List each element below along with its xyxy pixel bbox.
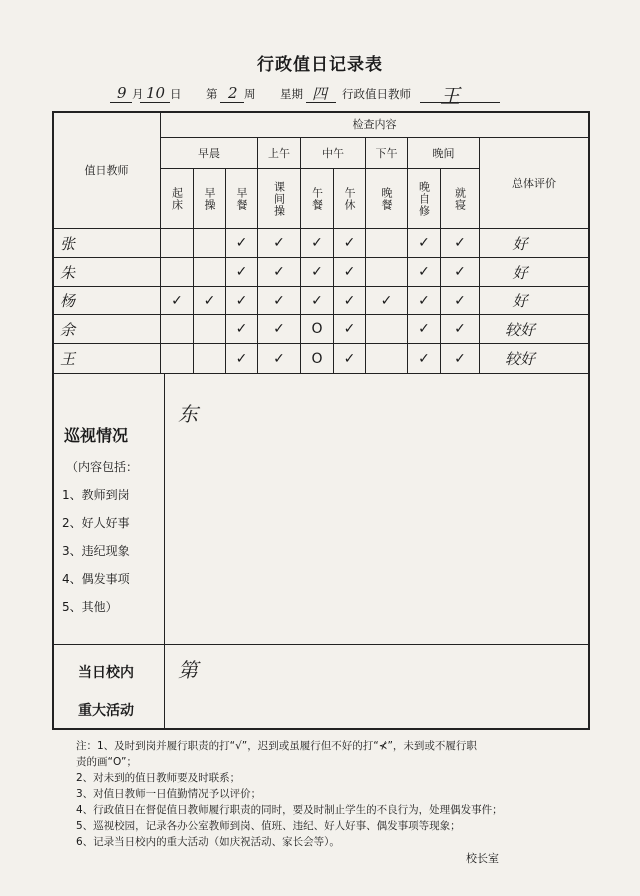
- check-mark: ✓: [273, 235, 285, 251]
- note-line: 6、记录当日校内的重大活动（如庆祝活动、家长会等）。: [76, 836, 340, 848]
- check-mark: ✓: [203, 292, 216, 309]
- check-mark: ✓: [343, 235, 356, 251]
- absent-mark: O: [311, 350, 323, 367]
- activity-content: 第: [178, 658, 198, 682]
- note-line: 责的画“O”；: [76, 756, 137, 768]
- patrol-subtitle: （内容包括：: [66, 460, 139, 474]
- notes: [76, 738, 596, 850]
- check-mark: ✓: [454, 321, 466, 337]
- check-mark: ✓: [418, 350, 430, 367]
- check-mark: ✓: [235, 264, 248, 280]
- item-header: 早餐: [235, 186, 248, 211]
- note-line: 2、对未到的值日教师要及时联系；: [76, 772, 241, 784]
- item-header: 早操: [203, 186, 216, 211]
- group-forenoon: 上午: [268, 146, 290, 160]
- month-unit: 月: [132, 87, 144, 101]
- week-value: 2: [228, 84, 238, 102]
- patrol-item: 5、其他）: [62, 600, 118, 614]
- check-mark: ✓: [235, 321, 248, 337]
- teacher-name: 王: [60, 350, 76, 368]
- check-mark: ✓: [273, 264, 285, 280]
- patrol-item: 2、好人好事: [62, 516, 130, 530]
- check-mark: ✓: [343, 264, 356, 280]
- check-mark: ✓: [235, 350, 248, 367]
- month-value: 9: [117, 84, 127, 102]
- weekday-value: 四: [312, 85, 328, 103]
- check-content-header: 检查内容: [352, 118, 397, 131]
- overall-rating: 较好: [504, 350, 535, 368]
- item-header: 晚自修: [417, 180, 431, 217]
- day-unit: 日: [170, 87, 182, 101]
- item-header: 起床: [170, 186, 184, 211]
- week-underline: [220, 86, 244, 103]
- week-suffix: 周: [244, 87, 256, 101]
- check-mark: ✓: [454, 350, 466, 367]
- overall-rating: 较好: [504, 321, 535, 339]
- patrol-item: 4、偶发事项: [62, 572, 130, 586]
- patrol-item: 1、教师到岗: [62, 488, 130, 502]
- activity-label-line1: 当日校内: [78, 665, 134, 681]
- check-mark: ✓: [454, 292, 466, 309]
- item-header: 就寝: [453, 186, 467, 211]
- weekday-underline: [306, 86, 336, 103]
- patrol-title: 巡视情况: [64, 426, 129, 445]
- check-mark: ✓: [343, 292, 356, 309]
- teacher-name: 张: [60, 235, 76, 253]
- item-header: 午休: [343, 186, 356, 211]
- note-line: 3、对值日教师一日值勤情况予以评价；: [76, 788, 262, 800]
- check-mark: ✓: [418, 321, 430, 337]
- form-title: 行政值日记录表: [257, 55, 383, 75]
- teacher-column-header: 值日教师: [84, 163, 129, 177]
- week-prefix: 第: [206, 87, 218, 101]
- note-line: 注：1、及时到岗并履行职责的打“√”，迟到或虽履行但不好的打“⊀”，未到或不履行职: [76, 740, 477, 752]
- admin-label: 行政值日教师: [342, 87, 411, 101]
- check-mark: ✓: [273, 321, 285, 337]
- check-mark: ✓: [273, 292, 285, 309]
- footer-office: 校长室: [466, 852, 499, 865]
- check-mark: ✓: [418, 235, 430, 251]
- group-morning: 早晨: [198, 146, 220, 160]
- check-mark: ✓: [454, 264, 466, 280]
- overall-rating: 好: [512, 264, 528, 282]
- item-header: 晚餐: [380, 186, 393, 211]
- teacher-name: 余: [60, 321, 76, 339]
- item-header: 午餐: [310, 186, 324, 211]
- teacher-name: 朱: [60, 264, 76, 282]
- check-mark: ✓: [311, 292, 323, 309]
- check-mark: ✓: [311, 235, 323, 251]
- activity-label-line2: 重大活动: [78, 703, 134, 719]
- group-noon: 中午: [322, 146, 344, 160]
- note-line: 5、巡视校园，记录各办公室教师到岗、值班、违纪、好人好事、偶发事项等现象；: [76, 820, 461, 832]
- teacher-name: 杨: [60, 292, 76, 310]
- overall-rating: 好: [512, 292, 528, 310]
- check-mark: ✓: [418, 264, 430, 280]
- day-value: 10: [146, 84, 166, 102]
- check-mark: ✓: [311, 264, 323, 280]
- check-mark: ✓: [343, 321, 356, 337]
- day-underline: [140, 86, 170, 103]
- group-evening: 晚间: [432, 146, 455, 160]
- check-mark: ✓: [235, 235, 248, 251]
- overall-rating: 好: [512, 235, 528, 253]
- check-mark: ✓: [454, 235, 466, 251]
- admin-signature: 王: [440, 84, 460, 108]
- month-underline: [110, 86, 132, 103]
- note-line: 4、行政值日在督促值日教师履行职责的同时，要及时制止学生的不良行为，处理偶发事件；: [76, 804, 503, 816]
- admin-underline: [420, 86, 500, 103]
- overall-column-header: 总体评价: [512, 176, 556, 190]
- check-mark: ✓: [171, 292, 183, 309]
- check-mark: ✓: [343, 350, 356, 367]
- item-header: 课间操: [272, 180, 286, 217]
- weekday-label: 星期: [280, 87, 303, 101]
- check-mark: ✓: [273, 350, 285, 367]
- group-afternoon: 下午: [375, 146, 398, 160]
- absent-mark: O: [311, 321, 323, 337]
- check-mark: ✓: [235, 292, 248, 309]
- check-mark: ✓: [380, 292, 393, 309]
- patrol-item: 3、违纪现象: [62, 544, 130, 558]
- check-mark: ✓: [418, 292, 430, 309]
- patrol-content: 东: [178, 402, 198, 426]
